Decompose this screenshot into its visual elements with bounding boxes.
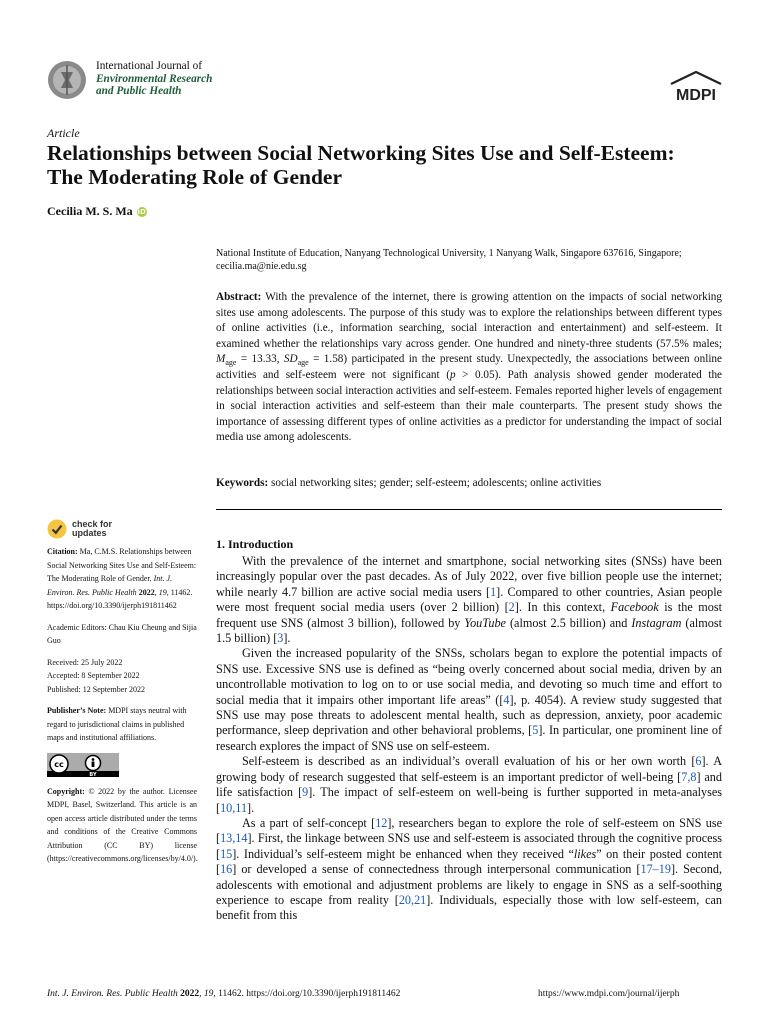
- abstract-text-1: With the prevalence of the internet, there is growing attention on the impacts of social networking sites use among adolescents. The purpose of this study was to explore the relationships between different types of online activities (i.e., information searching, social interaction and entertainment) and self-esteem. It examined whether the relationships vary across gender. One hundred and ninety-three students (57.5% males;: [216, 291, 722, 350]
- keywords-text: social networking sites; gender; self-esteem; adolescents; online activities: [271, 477, 602, 489]
- citation-doi[interactable]: , 11462. https://doi.org/10.3390/ijerph191811462: [47, 587, 193, 610]
- divider: [216, 509, 722, 510]
- text-span: (almost 1.5 billion) [: [216, 615, 722, 646]
- received-date: Received: 25 July 2022: [47, 657, 123, 667]
- citation-link[interactable]: 20,21: [398, 892, 427, 907]
- text-span: As a part of self-concept [: [242, 815, 376, 830]
- accepted-date: Accepted: 8 September 2022: [47, 671, 140, 680]
- text-span: (almost 2.5 billion) and: [505, 615, 632, 630]
- citation-link[interactable]: 16: [220, 862, 233, 877]
- text-span: YouTube: [464, 615, 506, 630]
- abstract-label: Abstract:: [216, 291, 262, 303]
- abstract-p-symbol: p: [449, 368, 456, 381]
- abstract-sd-sub: age: [297, 358, 309, 368]
- author-name: Cecilia M. S. Ma: [47, 204, 133, 218]
- abstract-m-sub: age: [225, 358, 237, 368]
- text-span: ], p. 4054). A review study suggested that SNS use may pose threats to adolescent mental health, such as depression, anxiety, poor academic performance, sleep deprivation and other behavioral problems, [: [216, 692, 722, 738]
- sidebar: [47, 519, 197, 866]
- text-span: likes: [573, 846, 597, 861]
- citation-link[interactable]: 5: [532, 723, 539, 738]
- cc-by-label: BY: [89, 771, 97, 777]
- citation-link[interactable]: 6: [695, 754, 702, 769]
- svg-text:cc: cc: [54, 759, 64, 769]
- published-date: Published: 12 September 2022: [47, 684, 145, 694]
- text-span: ]. Second, adolescents with emotional and adjustment problems are likely to engage in SNS as a self-soothing experience to escape from reality [: [216, 862, 723, 907]
- mdpi-logo-text: MDPI: [676, 87, 716, 104]
- citation-volume: 19: [158, 587, 167, 597]
- abstract-m-value: = 13.33,: [236, 353, 284, 366]
- paragraph-4: [216, 816, 722, 924]
- text-span: ].: [283, 631, 291, 646]
- article-title: Relationships between Social Networking Sites Use and Self-Esteem: The Moderating Role of Gender: [47, 141, 675, 189]
- journal-name: [96, 60, 212, 98]
- academic-editors: Academic Editors: Chau Kiu Cheung and Sijia Guo: [47, 622, 197, 645]
- text-span: ]. A growing body of research suggested that self-esteem is an important predictor of well-being [: [216, 754, 722, 784]
- publisher-note-label: Publisher’s Note:: [47, 706, 107, 715]
- abstract-sd-value: = 1.58) participated in the present study. Unexpectedly, the associations between online activities and self-esteem were not significant (: [216, 353, 722, 381]
- citation-journal: Int. J. Environ. Res. Public Health: [47, 574, 173, 597]
- abstract-m-symbol: M: [216, 353, 226, 366]
- keywords-label: Keywords:: [216, 477, 269, 489]
- journal-name-line3: and Public Health: [96, 85, 182, 97]
- check-updates-line1: check for: [72, 519, 113, 529]
- body-text: [216, 554, 722, 924]
- journal-name-line2: Environmental Research: [96, 72, 213, 85]
- check-updates-icon: [47, 519, 67, 539]
- text-span: ].: [247, 800, 255, 815]
- citation-link[interactable]: 17–19: [640, 862, 671, 877]
- citation-text: Ma, C.M.S. Relationships between Social Networking Sites Use and Self-Esteem: The Moderating Role of Gender.: [47, 547, 197, 583]
- citation-link[interactable]: 15: [220, 846, 233, 861]
- footer-year: 2022: [180, 989, 200, 999]
- text-span: Facebook: [610, 600, 659, 615]
- text-span: ]. First, the linkage between SNS use and self-esteem is associated through the cognitive process [: [216, 831, 722, 861]
- citation-link[interactable]: 13,14: [220, 831, 248, 846]
- keywords: [216, 476, 722, 491]
- text-span: ]. In particular, one prominent line of research explores the impact of SNS use on self-esteem.: [216, 723, 722, 753]
- journal-logo-icon: [47, 60, 87, 100]
- text-span: Given the increased popularity of the SNSs, scholars began to explore the potential impacts of SNS use. Excessive SNS use is defined as “being overly concerned about social media, driven by an uncontrollable motivation to log on to or use social media, and devoting so much time and effort to social media that it impairs other important life areas” ([: [216, 646, 722, 707]
- citation-link[interactable]: 3: [277, 631, 284, 646]
- citation-link[interactable]: 10,11: [220, 800, 248, 815]
- citation-link[interactable]: 9: [302, 785, 309, 800]
- citation-year: 2022: [138, 587, 155, 597]
- text-span: ]. Individuals, especially those with low self-esteem, can benefit from this: [216, 892, 722, 923]
- text-span: ]. The impact of self-esteem on well-being is further supported in meta-analyses [: [216, 785, 722, 815]
- citation-label: Citation:: [47, 547, 78, 556]
- orcid-icon[interactable]: iD: [137, 207, 146, 216]
- footer-citation: Int. J. Environ. Res. Public Health 2022, 19, 11462. https://doi.org/10.3390/ijerph191811462: [47, 989, 401, 999]
- text-span: ” on their posted content [: [216, 846, 722, 877]
- author-line: [47, 204, 147, 219]
- paragraph-2: [216, 646, 722, 754]
- check-for-updates-button[interactable]: [47, 519, 197, 539]
- citation-link[interactable]: 2: [508, 600, 515, 615]
- abstract-sd-symbol: SD: [283, 353, 298, 366]
- paragraph-1: [216, 554, 722, 646]
- citation-link[interactable]: 7,8: [681, 769, 697, 784]
- text-span: ] and life satisfaction [: [216, 769, 722, 800]
- publisher-note-text: MDPI stays neutral with regard to jurisdictional claims in published maps and institutional affiliations.: [47, 706, 187, 742]
- dates: [47, 656, 197, 697]
- publisher-note: [47, 704, 197, 745]
- text-span: ] or developed a sense of connectedness through interpersonal communication [: [232, 862, 641, 877]
- abstract: [216, 290, 722, 446]
- text-span: is the most frequent use SNS (almost 3 billion), followed by: [216, 600, 722, 630]
- cc-by-license-icon[interactable]: [47, 753, 119, 777]
- journal-name-line1: International Journal of: [96, 60, 203, 72]
- text-span: Instagram: [631, 615, 682, 630]
- article-type: Article: [47, 126, 80, 140]
- footer-volume: 19: [203, 989, 214, 999]
- section-heading: 1. Introduction: [216, 537, 294, 551]
- citation-link[interactable]: 4: [503, 692, 510, 707]
- copyright: [47, 785, 197, 866]
- text-span: ]. Compared to other countries, Asian people were most frequent social media users (over 2 billion) [: [216, 584, 722, 615]
- text-span: ]. Individual’s self-esteem might be enhanced when they received “: [232, 846, 574, 861]
- paragraph-3: [216, 754, 722, 816]
- text-span: ], researchers began to explore the role of self-esteem on SNS use [: [216, 815, 722, 846]
- footer-journal: Int. J. Environ. Res. Public Health: [47, 989, 178, 999]
- citation-link[interactable]: 1: [490, 584, 497, 599]
- mdpi-logo: [667, 70, 725, 104]
- footer-journal-url[interactable]: https://www.mdpi.com/journal/ijerph: [538, 989, 680, 999]
- copyright-text: © 2022 by the author. Licensee MDPI, Basel, Switzerland. This article is an open access article distributed under the terms and conditions of the Creative Commons Attribution (CC BY) license (https://creativecommons.org/licenses/by/4.0/).: [47, 786, 198, 863]
- text-span: ]. In this context,: [514, 600, 611, 615]
- text-span: With the prevalence of the internet and smartphone, social networking sites (SNSs) have been increasingly popular over the past decades. As of July 2022, over five billion people use the internet; while nearly 4.7 billion are active social media users [: [216, 554, 722, 599]
- text-span: Self-esteem is described as an individual’s overall evaluation of his or her own worth [: [242, 754, 696, 769]
- citation: Citation: Ma, C.M.S. Relationships between Social Networking Sites Use and Self-Esteem: The Moderating Role of Gender. Int. J. Environ. Res. Public Health 2022, 19, 11462. https://doi.org/10.3390/ijerph191811462: [47, 547, 197, 610]
- footer-doi[interactable]: , 11462. https://doi.org/10.3390/ijerph191811462: [213, 989, 401, 999]
- citation-link[interactable]: 12: [375, 815, 388, 830]
- abstract-text-2: > 0.05). Path analysis showed gender moderated the relationships between social interaction activities and self-esteem. Females reported higher levels of engagement in social interaction activities and self-esteem than their male counterparts. The present study shows the importance of assessing different types of online activities as a predictor for understanding the impact of social media use among adolescents.: [216, 368, 722, 444]
- affiliation: National Institute of Education, Nanyang Technological University, 1 Nanyang Walk, Singapore 637616, Singapore; cecilia.ma@nie.edu.sg: [216, 248, 682, 272]
- check-updates-line2: updates: [72, 528, 107, 538]
- copyright-label: Copyright:: [47, 786, 85, 796]
